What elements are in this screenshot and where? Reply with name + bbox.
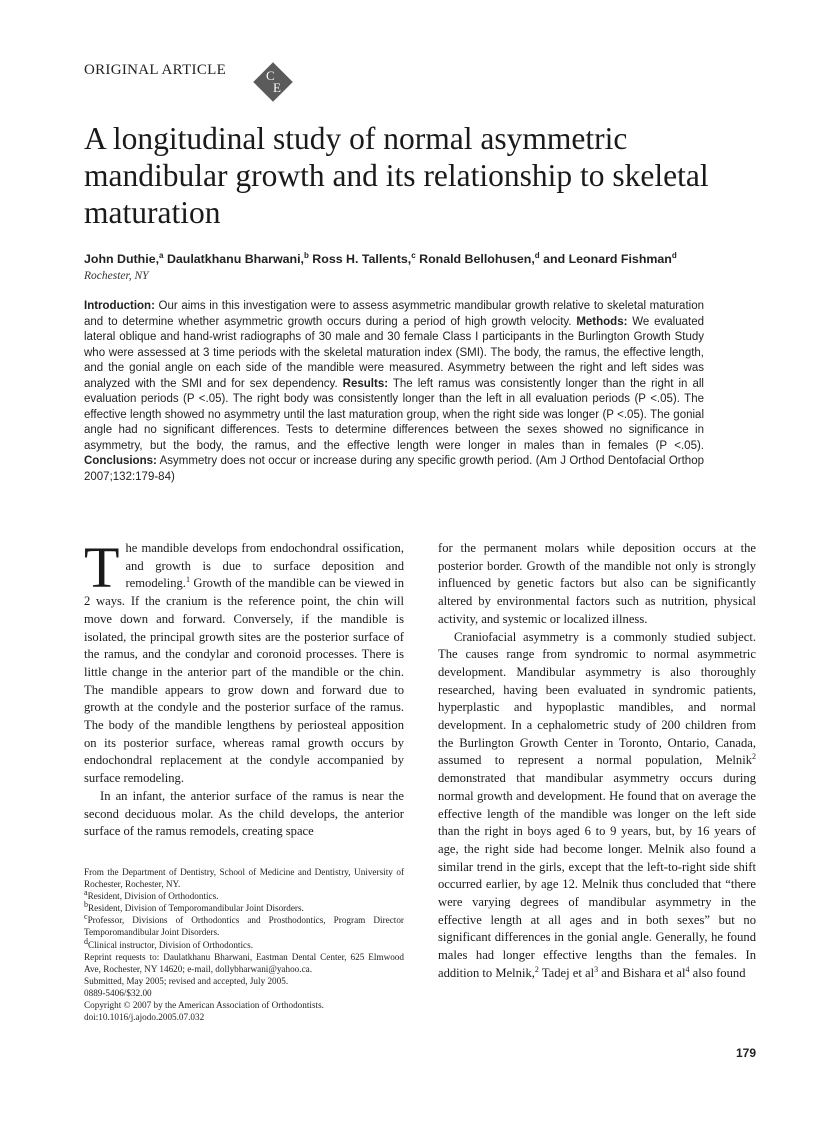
body-text: also found [689, 965, 746, 980]
author-affiliation-mark: c [411, 250, 416, 260]
body-text: Tadej et al [538, 965, 595, 980]
author-name: Ross H. Tallents, [312, 252, 412, 266]
body-text: Craniofacial asymmetry is a commonly studied subject. The causes range from syndromic to normal asymmetric development. Mandibular asymmetry is also thoroughly researched, having been evaluated in syndromic patients, hyperplastic and hypoplastic mandibles, and normal development. In a cephalometric study of 200 children from the Burlington Growth Center in Toronto, Ontario, Canada, assumed to represent a normal population, Melnik [438, 629, 756, 768]
footnote-a [84, 890, 404, 902]
abstract-conclusions-label: Conclusions: [84, 455, 157, 468]
body-paragraph [84, 535, 404, 788]
footnote-text: Clinical instructor, Division of Orthodontics. [88, 939, 253, 950]
body-paragraph: In an infant, the anterior surface of the ramus is near the second deciduous molar. As the child develops, the anterior surface of the ramus remodels, creating space [84, 788, 404, 839]
footnotes [84, 866, 404, 1023]
footnote-c [84, 914, 404, 938]
author-name: John Duthie, [84, 252, 160, 266]
article-type-label: ORIGINAL ARTICLE [84, 62, 227, 78]
body-column-left [84, 535, 404, 841]
author-name: Daulatkhanu Bharwani, [166, 252, 304, 266]
body-paragraph: for the permanent molars while deposition occurs at the posterior border. Growth of the mandible not only is strongly influenced by genetic factors but also can be significantly altered by environmental factors such as nutrition, physical activity, and systemic or localized illness. [438, 541, 756, 626]
ce-badge-icon [249, 58, 297, 106]
citation-ref: 2 [752, 752, 756, 762]
footnote-submitted: Submitted, May 2005; revised and accepted, July 2005. [84, 975, 289, 986]
footnote-mark: d [84, 936, 88, 946]
page-number: 179 [735, 1046, 756, 1060]
footnote-mark: c [84, 912, 88, 922]
citation-ref: 1 [185, 575, 190, 585]
ce-badge-c: C [266, 68, 275, 83]
abstract-introduction-label: Introduction: [84, 300, 155, 312]
citation-ref: 3 [594, 964, 599, 974]
author-location: Rochester, NY [84, 270, 149, 282]
footnote-reprint: Reprint requests to: Daulatkhanu Bharwani, Eastman Dental Center, 625 Elmwood Ave, Rochester, NY 14620; e-mail, dollybharwani@yahoo.ca. [84, 951, 404, 974]
footnote-d [84, 936, 404, 951]
footnote-text: Professor, Divisions of Orthodontics and Prosthodontics, Program Director Temporomandibular Joint Disorders. [84, 915, 404, 938]
abstract-methods-text: We evaluated lateral oblique and hand-wrist radiographs of 30 male and 30 female Class I participants in the Burlington Growth Study who were assessed at 3 time periods with the skeletal maturation index (SMI). The body, the ramus, the effective length, and the gonial angle on each side of the mandible were measured. Asymmetry between the right and left sides was analyzed with the SMI and for sex dependency. [84, 315, 704, 390]
author-name: and Leonard Fishman [543, 252, 672, 266]
footnote-copyright: Copyright © 2007 by the American Association of Orthodontists. [84, 1000, 324, 1011]
abstract-paragraph [84, 299, 704, 486]
footnote-b [84, 902, 404, 914]
ce-badge-e: E [273, 80, 281, 95]
abstract-introduction-text: Our aims in this investigation were to assess asymmetric mandibular growth relative to skeletal maturation and to determine whether asymmetric growth occurs during a period of high growth velocity. [84, 300, 704, 328]
footnote-doi: doi:10.1016/j.ajodo.2005.07.032 [84, 1012, 205, 1023]
abstract-results-text: The left ramus was consistently longer than the right in all evaluation periods (P <.05). The right body was consistently longer than the left in all evaluation periods (P <.05). The effective length showed no asymmetry until the last maturation group, when the right side was longer (P <.05). The gonial angle had no significant differences. Tests to determine differences between the sexes showed no significance in asymmetry, but the body, the ramus, and the effective length were longer in males than in females (P <.05). [84, 377, 704, 452]
abstract-results-label: Results: [342, 377, 389, 390]
footnote-mark: b [84, 900, 88, 910]
abstract-methods-label: Methods: [576, 315, 628, 328]
author-affiliation-mark: a [159, 250, 164, 260]
abstract-conclusions-text: Asymmetry does not occur or increase during any specific growth period. (Am J Orthod Dentofacial Orthop 2007;132:179-84) [84, 455, 704, 484]
author-affiliation-mark: d [534, 250, 540, 260]
author-affiliation-mark: d [671, 250, 677, 260]
footnote-text: Resident, Division of Temporomandibular Joint Disorders. [88, 903, 304, 914]
footnote-mark: a [84, 888, 88, 898]
footnote-affiliation: From the Department of Dentistry, School of Medicine and Dentistry, University of Rochester, Rochester, NY. [84, 867, 404, 890]
author-list [84, 252, 764, 266]
body-text: demonstrated that mandibular asymmetry occurs during normal growth and development. He found that on average the effective length of the mandible was longer on the left side than the right in boys aged 6 to 9 years, but, by 16 years of age, the right side had become longer. Melnik also found a similar trend in the girls, except that the left-to-right side shift occurred earlier, by age 12. Melnik thus concluded that “there were varying degrees of mandibular asymmetry in the effective length at all ages and in both sexes” but no significant differences in the gonial angle. Generally, he found males had longer effective lengths than the females. In addition to Melnik, [438, 771, 756, 980]
body-paragraph [438, 629, 756, 983]
footnote-text: Resident, Division of Orthodontics. [87, 891, 219, 902]
drop-cap: T [84, 535, 120, 600]
body-column-right [438, 540, 756, 983]
body-text: and Bishara et al [598, 965, 686, 980]
article-title: A longitudinal study of normal asymmetric mandibular growth and its relationship to skeletal maturation [84, 121, 709, 230]
footnote-issn: 0889-5406/$32.00 [84, 987, 152, 998]
author-affiliation-mark: b [303, 250, 309, 260]
author-name: Ronald Bellohusen, [419, 252, 535, 266]
abstract [84, 299, 704, 486]
citation-ref: 4 [685, 964, 690, 974]
body-text: Growth of the mandible can be viewed in 2 ways. If the cranium is the reference point, the chin will move down and forward. Conversely, if the mandible is isolated, the principal growth sites are the posterior surface of the ramus, and the condylar and coronoid processes. There is little change in the anterior part of the mandible or the chin. The mandible appears to grow down and forward due to growth at the condyle and the posterior surface of the ramus. The body of the mandible lengthens by periosteal apposition on its posterior surface, whereas ramal growth occurs by endochondral replacement at the condyle accompanied by surface remodeling. [84, 576, 404, 786]
citation-ref: 2 [534, 964, 539, 974]
body-text: he mandible develops from endochondral ossification, and growth is due to surface deposition and remodeling. [125, 541, 404, 591]
